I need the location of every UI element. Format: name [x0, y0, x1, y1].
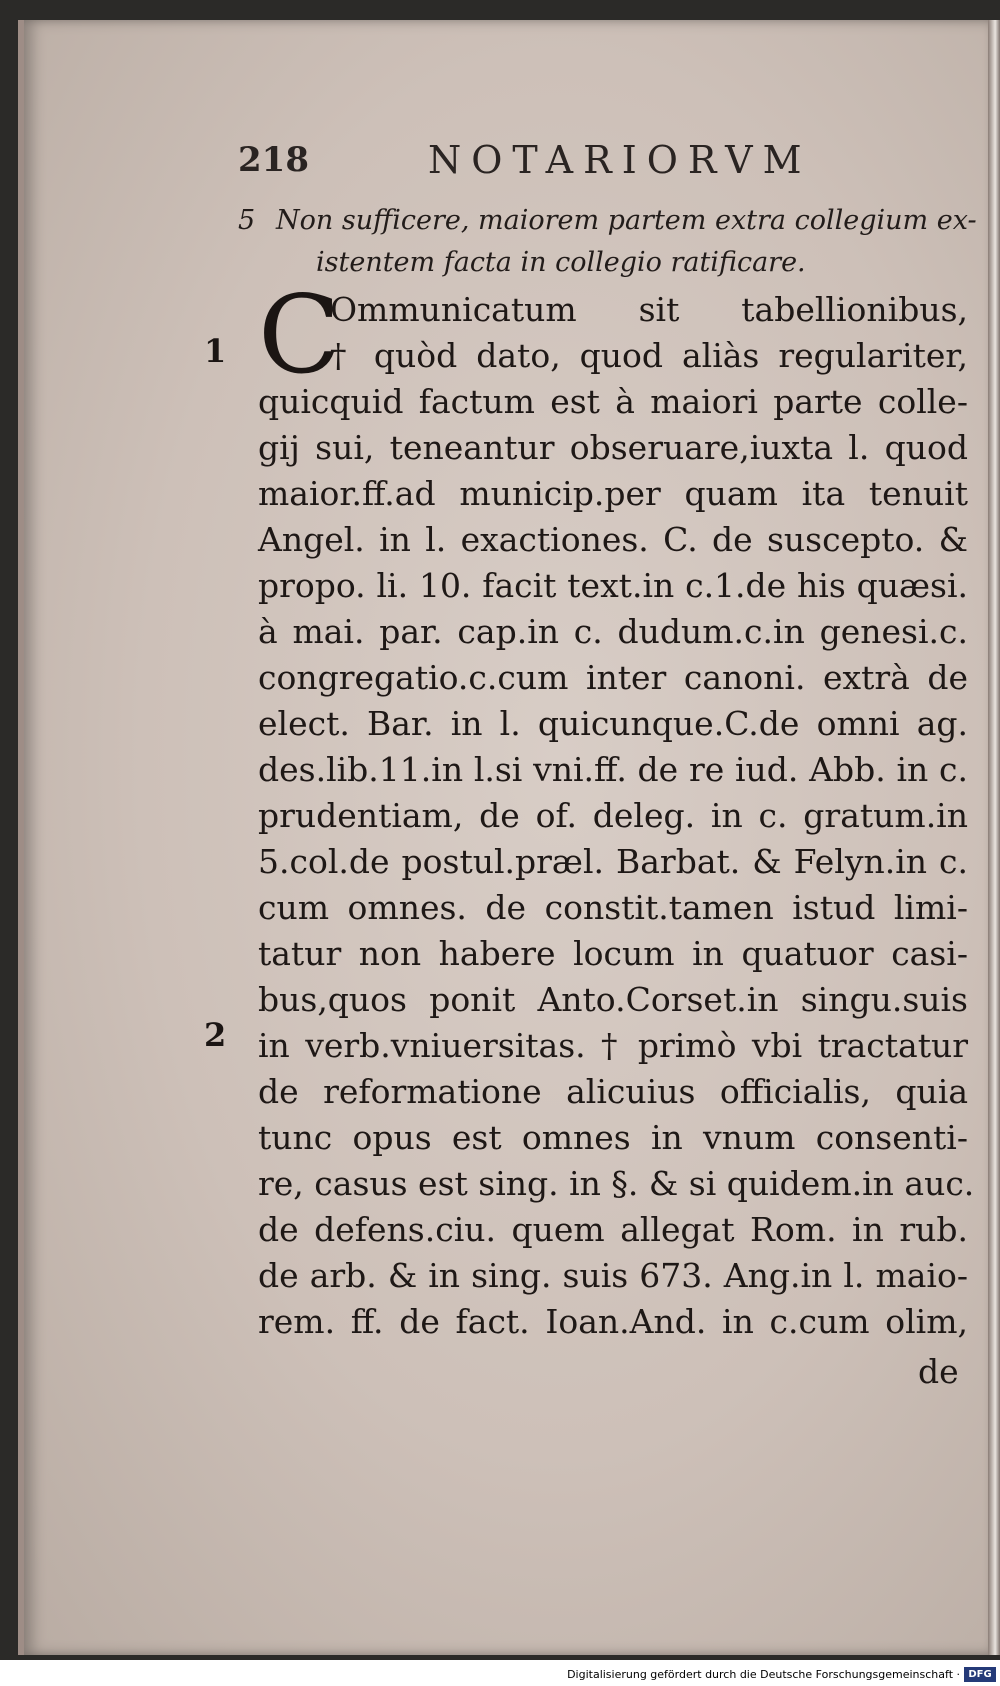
- text-line: tatur non habere locum in quatuor casi-: [258, 934, 968, 973]
- text-line: prudentiam, de of. deleg. in c. gratum.in: [258, 796, 968, 835]
- summary-line-1: Non sufficere, maiorem partem extra collegium ex-: [276, 205, 977, 236]
- running-title: NOTARIORVM: [428, 138, 812, 182]
- footer-bar: [0, 1666, 1000, 1686]
- text-line: quicquid factum est à maiori parte colle-: [258, 382, 968, 421]
- dfg-logo-icon: DFG: [964, 1667, 996, 1682]
- text-line: propo. li. 10. facit text.in c.1.de his quæsi.: [258, 566, 968, 605]
- page-edge: [988, 20, 1000, 1655]
- margin-number-1: 1: [204, 332, 227, 370]
- text-line: gij sui, teneantur obseruare,iuxta l. quod: [258, 428, 968, 467]
- text-line: des.lib.11.in l.si vni.ff. de re iud. Abb. in c.: [258, 750, 968, 789]
- text-line: à mai. par. cap.in c. dudum.c.in genesi.c.: [258, 612, 968, 651]
- text-line: rem. ff. de fact. Ioan.And. in c.cum olim,: [258, 1302, 968, 1341]
- text-line: congregatio.c.cum inter canoni. extrà de: [258, 658, 968, 697]
- text-line: maior.ff.ad municip.per quam ita tenuit: [258, 474, 968, 513]
- text-line: Angel. in l. exactiones. C. de suscepto. &: [258, 520, 968, 559]
- text-line: de arb. & in sing. suis 673. Ang.in l. maio-: [258, 1256, 968, 1295]
- text-line: de defens.ciu. quem allegat Rom. in rub.: [258, 1210, 968, 1249]
- summary-number: 5: [238, 205, 256, 236]
- text-line: de reformatione alicuius officialis, quia: [258, 1072, 968, 1111]
- text-line: 5.col.de postul.præl. Barbat. & Felyn.in c.: [258, 842, 968, 881]
- summary-line-2: istentem facta in collegio ratificare.: [316, 247, 806, 278]
- text-line: elect. Bar. in l. quicunque.C.de omni ag.: [258, 704, 968, 743]
- text-line: re, casus est sing. in §. & si quidem.in auc.: [258, 1164, 975, 1203]
- drop-capital: C: [258, 273, 341, 398]
- running-head: [238, 138, 812, 182]
- text-line: in verb.vniuersitas. † primò vbi tractatur: [258, 1026, 968, 1065]
- text-line: cum omnes. de constit.tamen istud limi-: [258, 888, 968, 927]
- margin-number-2: 2: [204, 1016, 227, 1054]
- text-line: bus,quos ponit Anto.Corset.in singu.suis: [258, 980, 968, 1019]
- catchword: de: [918, 1352, 959, 1391]
- page-number: 218: [238, 140, 309, 180]
- text-line: † quòd dato, quod aliàs regulariter,: [330, 336, 968, 375]
- text-line: tunc opus est omnes in vnum consenti-: [258, 1118, 968, 1157]
- funding-notice: Digitalisierung gefördert durch die Deutsche Forschungsgemeinschaft ·: [567, 1668, 960, 1681]
- text-line: Ommunicatum sit tabellionibus,: [330, 290, 968, 329]
